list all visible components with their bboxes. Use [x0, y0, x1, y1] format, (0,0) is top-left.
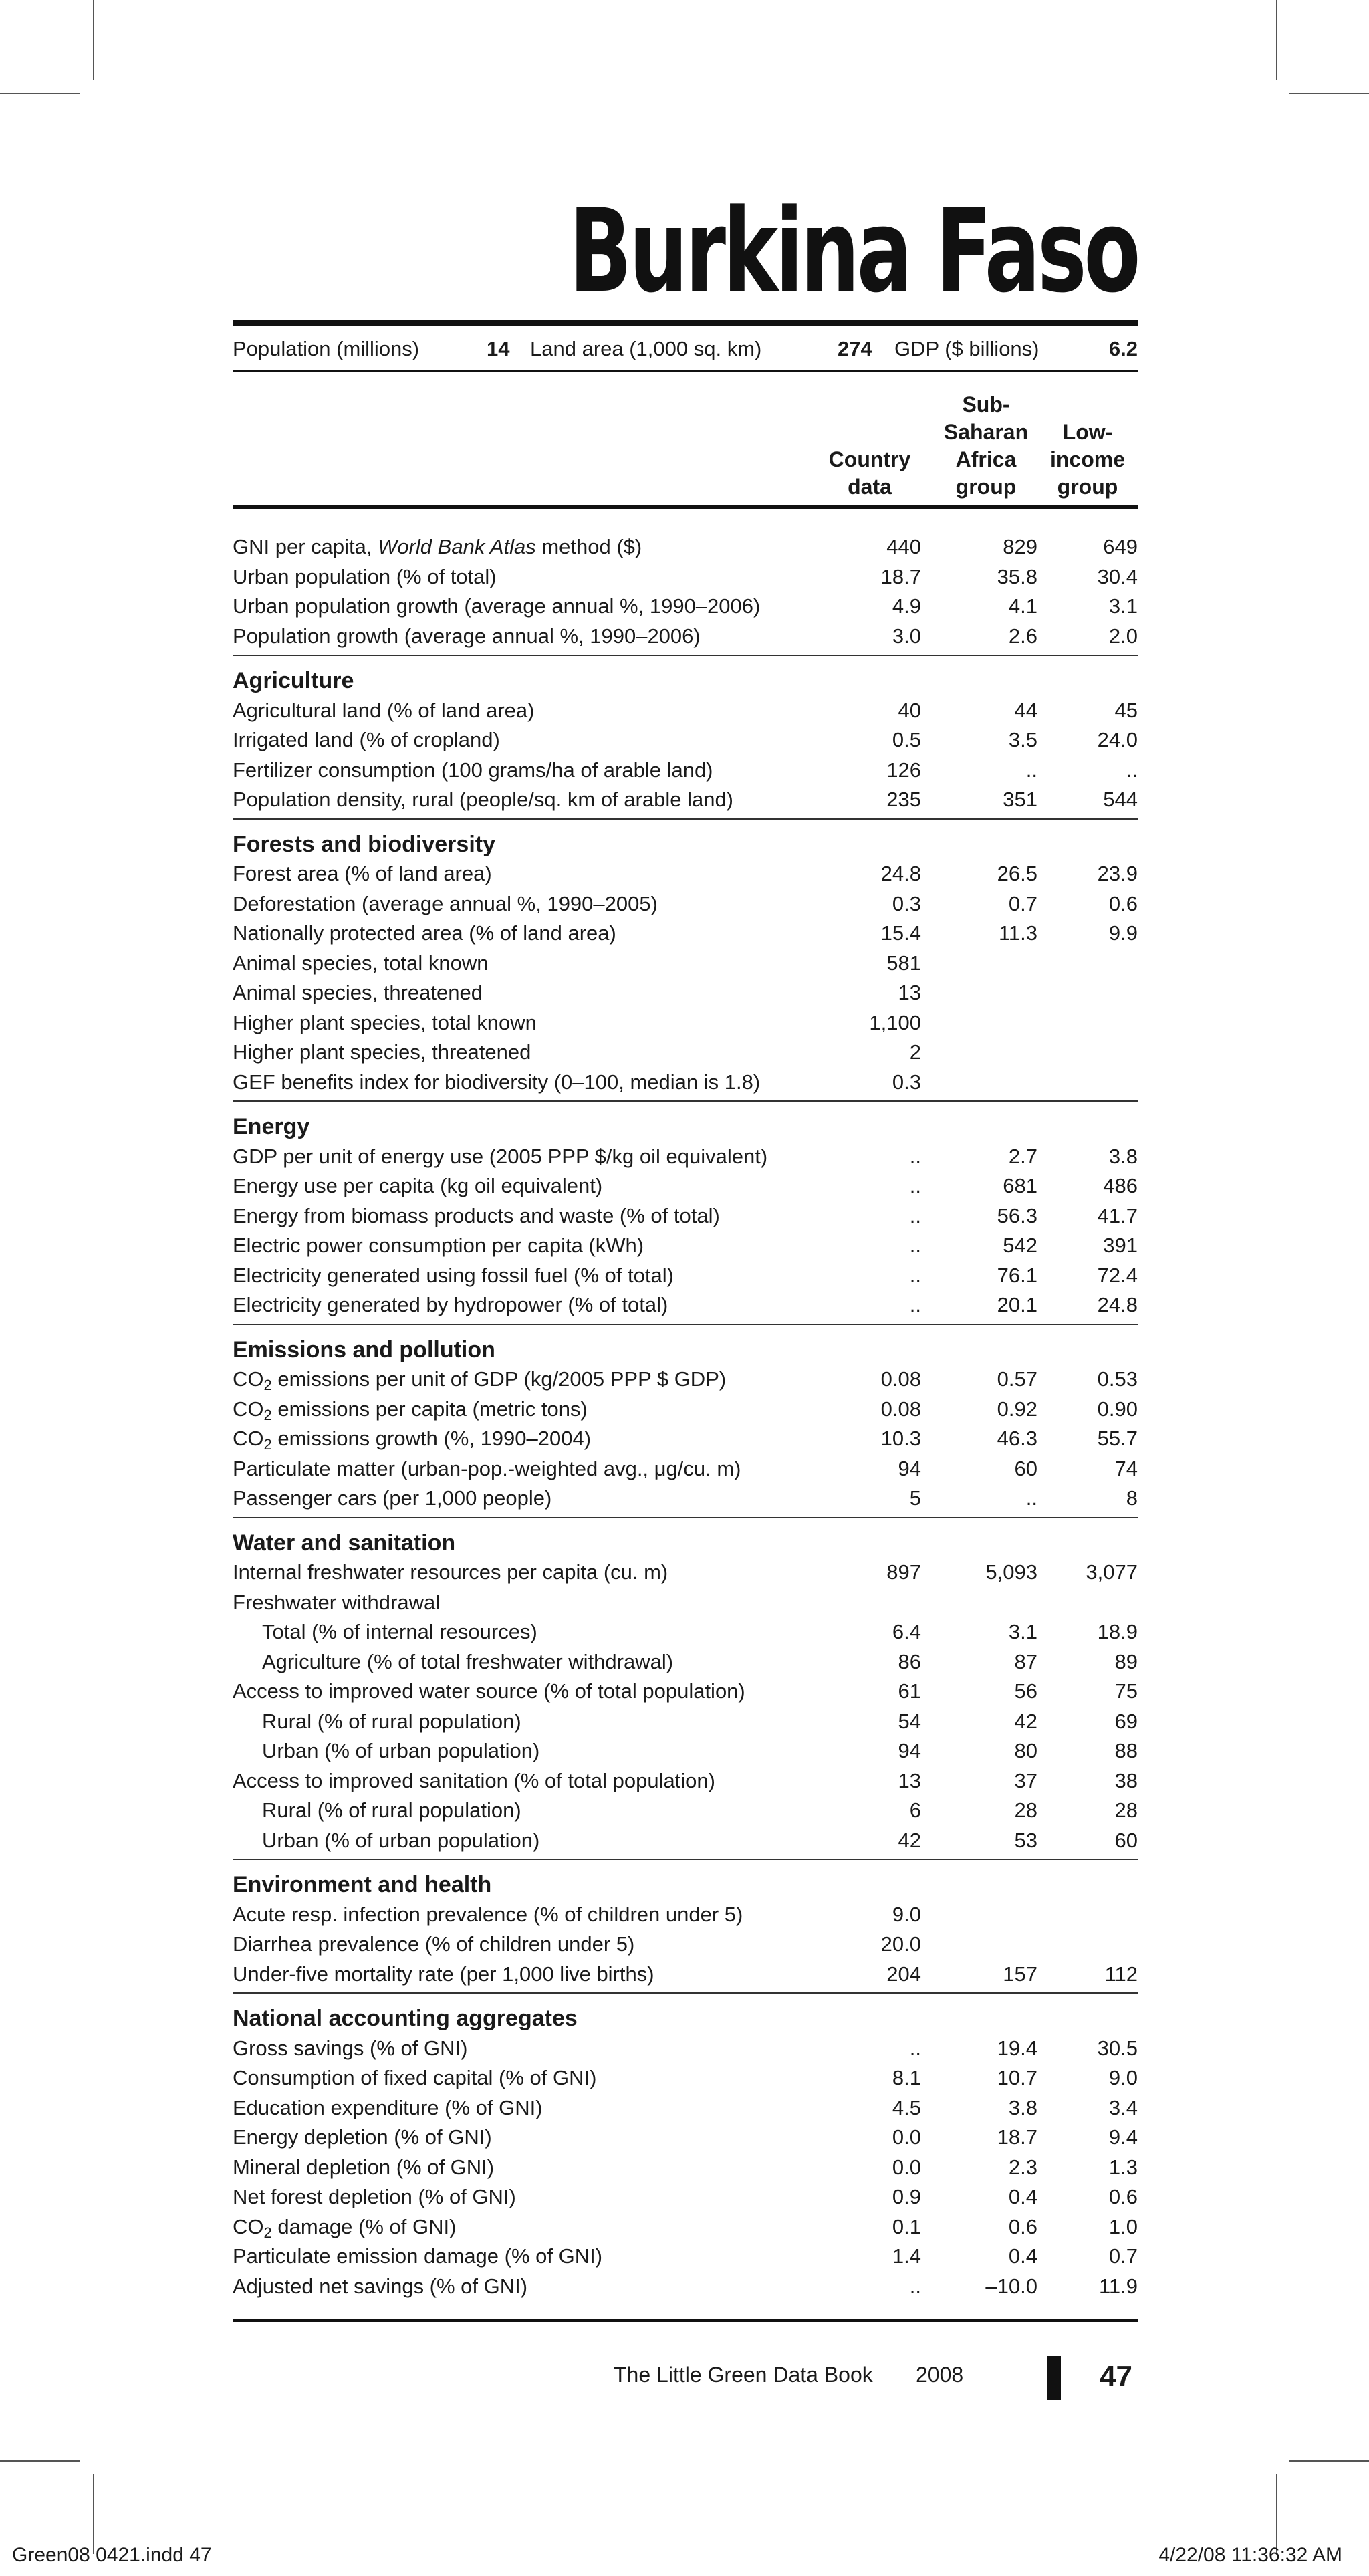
country-value: 581	[886, 951, 921, 975]
low-income-value: 30.5	[1097, 2036, 1138, 2060]
table-row	[233, 725, 1138, 755]
ssa-value: 46.3	[997, 1427, 1037, 1450]
ssa-value: 2.7	[1008, 1144, 1037, 1168]
indicator-label: GDP per unit of energy use (2005 PPP $/kg oil equivalent)	[233, 1144, 768, 1168]
low-income-value: 3.8	[1108, 1144, 1138, 1168]
table-row	[233, 2242, 1138, 2272]
low-income-value: 28	[1114, 1798, 1138, 1822]
ssa-value: 829	[1003, 535, 1037, 558]
indicator-label: Internal freshwater resources per capita (cu. m)	[233, 1560, 668, 1584]
ssa-value: 19.4	[997, 2036, 1037, 2060]
low-income-value: 649	[1103, 535, 1138, 558]
ssa-value: 0.6	[1008, 2214, 1037, 2238]
footer-bar	[1047, 2356, 1061, 2400]
indicator-label: Agricultural land (% of land area)	[233, 698, 535, 722]
section-heading: Forests and biodiversity	[233, 831, 495, 857]
indicator-label: Diarrhea prevalence (% of children under 5)	[233, 1932, 635, 1956]
country-value: 94	[898, 1739, 921, 1762]
indicator-label: Energy depletion (% of GNI)	[233, 2125, 492, 2149]
indicator-label: Particulate emission damage (% of GNI)	[233, 2244, 603, 2268]
low-income-value: 1.0	[1108, 2214, 1138, 2238]
indicator-table	[233, 517, 1138, 2301]
country-value: 0.0	[892, 2155, 921, 2179]
indicator-label: Under-five mortality rate (per 1,000 live births)	[233, 1962, 654, 1986]
indicator-label: Urban (% of urban population)	[262, 1828, 540, 1852]
section-divider	[233, 1514, 1138, 1528]
table-row	[233, 978, 1138, 1008]
section-heading: National accounting aggregates	[233, 2006, 578, 2031]
indicator-label: GEF benefits index for biodiversity (0–100, median is 1.8)	[233, 1070, 761, 1094]
indicator-label: Access to improved sanitation (% of total population)	[233, 1768, 715, 1792]
indicator-label: Animal species, total known	[233, 951, 489, 975]
ssa-value: 20.1	[997, 1293, 1037, 1316]
column-header-country: Country data	[828, 447, 911, 499]
indicator-label: Higher plant species, threatened	[233, 1040, 531, 1064]
indicator-label: Urban (% of urban population)	[262, 1739, 540, 1762]
indicator-label: Consumption of fixed capital (% of GNI)	[233, 2066, 597, 2089]
population-label: Population (millions)	[233, 337, 420, 360]
table-row	[233, 1617, 1138, 1647]
low-income-value: ..	[1126, 757, 1138, 782]
country-value: 1.4	[892, 2244, 921, 2268]
section-heading: Agriculture	[233, 668, 354, 693]
indicator-label: Deforestation (average annual %, 1990–2005)	[233, 891, 658, 915]
table-row	[233, 1008, 1138, 1038]
footer-year: 2008	[916, 2363, 964, 2387]
country-value: 440	[886, 535, 921, 558]
ssa-value: 2.3	[1008, 2155, 1037, 2179]
table-row	[233, 1796, 1138, 1826]
table-row	[233, 1142, 1138, 1172]
section-divider	[233, 651, 1138, 666]
ssa-value: 3.5	[1008, 728, 1037, 751]
indicator-label: Particulate matter (urban-pop.-weighted avg., μg/cu. m)	[233, 1456, 741, 1480]
section-heading: Water and sanitation	[233, 1530, 456, 1556]
ssa-value: –10.0	[985, 2274, 1037, 2298]
table-row	[233, 859, 1138, 889]
country-value: 20.0	[880, 1932, 921, 1956]
indicator-label: Education expenditure (% of GNI)	[233, 2095, 543, 2119]
ssa-value: 87	[1014, 1649, 1037, 1673]
country-value: 94	[898, 1456, 921, 1480]
country-value: 2	[909, 1040, 921, 1064]
indicator-label: $CO_2$ emissions per unit of GDP (kg/2005 PPP $ GDP)	[233, 1367, 727, 1393]
ssa-value: 10.7	[997, 2066, 1037, 2089]
low-income-value: 1.3	[1108, 2155, 1138, 2179]
low-income-value: 11.9	[1098, 2274, 1138, 2298]
country-value: ..	[909, 2274, 921, 2298]
ssa-value: 681	[1003, 1174, 1037, 1197]
table-row	[233, 1231, 1138, 1261]
low-income-value: 0.53	[1097, 1367, 1138, 1391]
ssa-value: ..	[1025, 757, 1037, 782]
ssa-value: 0.4	[1008, 2244, 1037, 2268]
table-row	[233, 755, 1138, 786]
indicator-label: Nationally protected area (% of land area)	[233, 921, 616, 945]
table-row	[233, 1826, 1138, 1856]
table-row	[233, 785, 1138, 815]
table-row	[233, 1484, 1138, 1514]
table-row	[233, 1707, 1138, 1737]
low-income-value: 88	[1114, 1739, 1138, 1762]
country-value: 15.4	[880, 921, 921, 945]
indicator-label: Population density, rural (people/sq. km of arable land)	[233, 788, 734, 811]
country-value: 3.0	[892, 624, 921, 648]
country-value: ..	[909, 1144, 921, 1168]
section-divider	[233, 815, 1138, 830]
table-row	[233, 1424, 1138, 1454]
ssa-value: 44	[1014, 698, 1037, 722]
indicator-label: Energy from biomass products and waste (% of total)	[233, 1203, 720, 1227]
country-value: 40	[898, 698, 921, 722]
table-row	[233, 1290, 1138, 1320]
country-value: 0.08	[880, 1397, 921, 1421]
indicator-label: Fertilizer consumption (100 grams/ha of arable land)	[233, 757, 713, 782]
indicator-label: Rural (% of rural population)	[262, 1798, 521, 1822]
land-area-value: 274	[838, 337, 872, 360]
population-value: 14	[487, 337, 510, 360]
country-value: ..	[909, 1263, 921, 1287]
low-income-value: 74	[1114, 1456, 1138, 1480]
indicator-label: Mineral depletion (% of GNI)	[233, 2155, 495, 2179]
ssa-value: 5,093	[985, 1560, 1037, 1584]
indicator-label: Population growth (average annual %, 1990–2006)	[233, 624, 701, 648]
table-row	[233, 1558, 1138, 1588]
low-income-value: 18.9	[1097, 1620, 1138, 1643]
low-income-value: 23.9	[1097, 862, 1138, 885]
low-income-value: 72.4	[1097, 1263, 1138, 1287]
country-value: 61	[898, 1679, 921, 1703]
table-row	[233, 2123, 1138, 2153]
indicator-label: Electricity generated by hydropower (% of total)	[233, 1293, 668, 1316]
country-value: 18.7	[880, 564, 921, 588]
indicator-label: Rural (% of rural population)	[262, 1709, 521, 1733]
country-value: 10.3	[880, 1427, 921, 1450]
section-heading: Energy	[233, 1114, 310, 1139]
ssa-value: 0.57	[997, 1367, 1037, 1391]
ssa-value: 56.3	[997, 1203, 1037, 1227]
slug-date: 4/22/08 11:36:32 AM	[1158, 2544, 1342, 2566]
indicator-label: Higher plant species, total known	[233, 1010, 537, 1034]
table-row	[233, 1395, 1138, 1425]
summary-rule	[233, 370, 1138, 372]
section-divider	[233, 1855, 1138, 1870]
low-income-value: 9.9	[1108, 921, 1138, 945]
low-income-value: 41.7	[1097, 1203, 1138, 1227]
indicator-label: Gross savings (% of GNI)	[233, 2036, 468, 2060]
column-header-ssa: Sub- Saharan Africa group	[943, 392, 1029, 499]
ssa-value: 80	[1014, 1739, 1037, 1762]
country-value: 42	[898, 1828, 921, 1852]
table-row	[233, 1038, 1138, 1068]
low-income-value: 391	[1103, 1234, 1138, 1257]
table-row	[233, 2063, 1138, 2093]
country-value: 13	[898, 981, 921, 1004]
country-value: 8.1	[892, 2066, 921, 2089]
indicator-label: Acute resp. infection prevalence (% of children under 5)	[233, 1902, 743, 1926]
country-value: 0.9	[892, 2185, 921, 2208]
slug-file: Green08 0421.indd 47	[12, 2544, 212, 2566]
table-row	[233, 949, 1138, 979]
low-income-value: 9.4	[1108, 2125, 1138, 2149]
ssa-value: 76.1	[997, 1263, 1037, 1287]
low-income-value: 69	[1114, 1709, 1138, 1733]
table-row	[233, 2182, 1138, 2212]
low-income-value: 112	[1104, 1962, 1138, 1986]
low-income-value: 0.6	[1108, 891, 1138, 915]
page-title: Burkina Faso	[568, 184, 1138, 318]
table-row	[233, 2272, 1138, 2302]
table-row	[233, 1171, 1138, 1201]
indicator-label: Freshwater withdrawal	[233, 1590, 441, 1614]
low-income-value: 544	[1103, 788, 1138, 811]
indicator-label: GNI per capita, World Bank Atlas method ($)	[233, 535, 642, 558]
country-value: ..	[909, 2036, 921, 2060]
country-value: 0.3	[892, 891, 921, 915]
ssa-value: 351	[1003, 788, 1037, 811]
table-row	[233, 889, 1138, 919]
ssa-value: 542	[1003, 1234, 1037, 1257]
country-value: 0.5	[892, 728, 921, 751]
low-income-value: 2.0	[1108, 624, 1138, 648]
country-value: 13	[898, 1768, 921, 1792]
country-value: 4.5	[892, 2095, 921, 2119]
table-row	[233, 1766, 1138, 1796]
column-header-low-income: Low- income group	[1049, 420, 1126, 499]
indicator-label: Urban population growth (average annual %, 1990–2006)	[233, 594, 761, 618]
indicator-label: $CO_2$ emissions per capita (metric tons)	[233, 1397, 588, 1423]
table-row	[233, 696, 1138, 726]
country-value: 86	[898, 1649, 921, 1673]
indicator-label: Urban population (% of total)	[233, 564, 497, 588]
low-income-value: 0.6	[1108, 2185, 1138, 2208]
page-number: 47	[1100, 2360, 1132, 2393]
table-row	[233, 1261, 1138, 1291]
ssa-value: 60	[1014, 1456, 1037, 1480]
ssa-value: 37	[1014, 1768, 1037, 1792]
low-income-value: 45	[1114, 698, 1138, 722]
ssa-value: 56	[1014, 1679, 1037, 1703]
gdp-label: GDP ($ billions)	[894, 337, 1039, 360]
country-value: 0.08	[880, 1367, 921, 1391]
table-row	[233, 622, 1138, 652]
table-row	[233, 1736, 1138, 1766]
crop-mark	[1289, 93, 1369, 94]
land-area-label: Land area (1,000 sq. km)	[530, 337, 762, 360]
table-row	[233, 1068, 1138, 1098]
section-divider	[233, 1320, 1138, 1335]
country-value: 0.3	[892, 1070, 921, 1094]
indicator-label: Adjusted net savings (% of GNI)	[233, 2274, 528, 2298]
ssa-value: 2.6	[1008, 624, 1037, 648]
ssa-value: 28	[1014, 1798, 1037, 1822]
table-row	[233, 2153, 1138, 2183]
crop-mark	[1276, 0, 1277, 80]
table-row	[233, 2093, 1138, 2123]
section-divider	[233, 1097, 1138, 1112]
section-divider	[233, 517, 1138, 532]
ssa-value: 0.7	[1008, 891, 1037, 915]
indicator-label: $CO_2$ emissions growth (%, 1990–2004)	[233, 1427, 592, 1453]
low-income-value: 3,077	[1086, 1560, 1138, 1584]
ssa-value: 42	[1014, 1709, 1037, 1733]
low-income-value: 24.8	[1097, 1293, 1138, 1316]
ssa-value: 11.3	[998, 921, 1037, 945]
table-row	[233, 1960, 1138, 1990]
footer-book-title: The Little Green Data Book	[614, 2363, 873, 2387]
indicator-label: Electric power consumption per capita (kWh)	[233, 1234, 644, 1257]
crop-mark	[0, 2460, 80, 2462]
table-row	[233, 919, 1138, 949]
indicator-label: Passenger cars (per 1,000 people)	[233, 1486, 552, 1510]
table-row	[233, 1677, 1138, 1707]
table-row	[233, 1365, 1138, 1395]
table-row	[233, 2034, 1138, 2064]
country-value: 0.0	[892, 2125, 921, 2149]
table-row	[233, 2212, 1138, 2242]
low-income-value: 8	[1126, 1486, 1138, 1510]
country-value: 897	[886, 1560, 921, 1584]
section-heading: Emissions and pollution	[233, 1336, 495, 1363]
ssa-value: 18.7	[997, 2125, 1037, 2149]
crop-mark	[0, 93, 80, 94]
country-value: 204	[886, 1962, 921, 1986]
indicator-label: Animal species, threatened	[233, 981, 483, 1004]
indicator-label: Access to improved water source (% of total population)	[233, 1679, 745, 1703]
country-value: 9.0	[892, 1902, 921, 1926]
country-value: ..	[909, 1234, 921, 1257]
ssa-value: 0.92	[997, 1397, 1037, 1421]
country-value: ..	[909, 1174, 921, 1197]
table-row	[233, 532, 1138, 562]
table-row	[233, 592, 1138, 622]
low-income-value: 89	[1114, 1649, 1138, 1673]
table-row	[233, 1929, 1138, 1960]
table-row	[233, 1900, 1138, 1930]
summary-strip	[233, 336, 1138, 362]
country-value: 235	[886, 788, 921, 811]
low-income-value: 60	[1114, 1828, 1138, 1852]
low-income-value: 55.7	[1097, 1427, 1138, 1450]
country-value: 6	[909, 1798, 921, 1822]
country-value: 6.4	[892, 1620, 921, 1643]
title-rule	[233, 320, 1138, 326]
low-income-value: 75	[1114, 1679, 1138, 1703]
country-value: 4.9	[892, 594, 921, 618]
ssa-value: 53	[1014, 1828, 1037, 1852]
country-value: 54	[898, 1709, 921, 1733]
low-income-value: 30.4	[1097, 564, 1138, 588]
low-income-value: 3.1	[1108, 594, 1138, 618]
indicator-label: Net forest depletion (% of GNI)	[233, 2185, 516, 2208]
table-bottom-rule	[233, 2319, 1138, 2322]
country-value: ..	[909, 1293, 921, 1316]
country-value: 5	[909, 1486, 921, 1510]
country-value: 24.8	[880, 862, 921, 885]
indicator-label: $CO_2$ damage (% of GNI)	[233, 2214, 457, 2241]
indicator-label: Electricity generated using fossil fuel (% of total)	[233, 1263, 674, 1287]
ssa-value: 35.8	[997, 564, 1037, 588]
table-row	[233, 1588, 1138, 1618]
section-divider	[233, 1989, 1138, 2004]
gdp-value: 6.2	[1108, 337, 1138, 360]
low-income-value: 38	[1114, 1768, 1138, 1792]
table-row	[233, 1647, 1138, 1677]
ssa-value: 4.1	[1008, 594, 1037, 618]
country-value: 1,100	[869, 1010, 921, 1034]
table-row	[233, 562, 1138, 592]
low-income-value: 24.0	[1097, 728, 1138, 751]
low-income-value: 9.0	[1108, 2066, 1138, 2089]
table-row	[233, 1454, 1138, 1484]
low-income-value: 0.7	[1108, 2244, 1138, 2268]
section-heading: Environment and health	[233, 1872, 492, 1897]
crop-mark	[1289, 2460, 1369, 2462]
ssa-value: ..	[1025, 1486, 1037, 1510]
ssa-value: 157	[1003, 1962, 1037, 1986]
low-income-value: 3.4	[1108, 2095, 1138, 2119]
indicator-label: Total (% of internal resources)	[262, 1620, 537, 1643]
low-income-value: 486	[1103, 1174, 1138, 1197]
indicator-label: Forest area (% of land area)	[233, 862, 492, 885]
crop-mark	[93, 0, 94, 80]
ssa-value: 3.1	[1008, 1620, 1037, 1643]
indicator-label: Energy use per capita (kg oil equivalent)	[233, 1174, 603, 1197]
country-value: ..	[909, 1203, 921, 1227]
country-value: 126	[886, 757, 921, 782]
ssa-value: 0.4	[1008, 2185, 1037, 2208]
ssa-value: 26.5	[997, 862, 1037, 885]
ssa-value: 3.8	[1008, 2095, 1037, 2119]
low-income-value: 0.90	[1097, 1397, 1138, 1421]
header-rule	[233, 505, 1138, 509]
indicator-label: Agriculture (% of total freshwater withdrawal)	[262, 1649, 674, 1673]
table-row	[233, 1201, 1138, 1232]
indicator-label: Irrigated land (% of cropland)	[233, 728, 500, 751]
country-value: 0.1	[892, 2214, 921, 2238]
